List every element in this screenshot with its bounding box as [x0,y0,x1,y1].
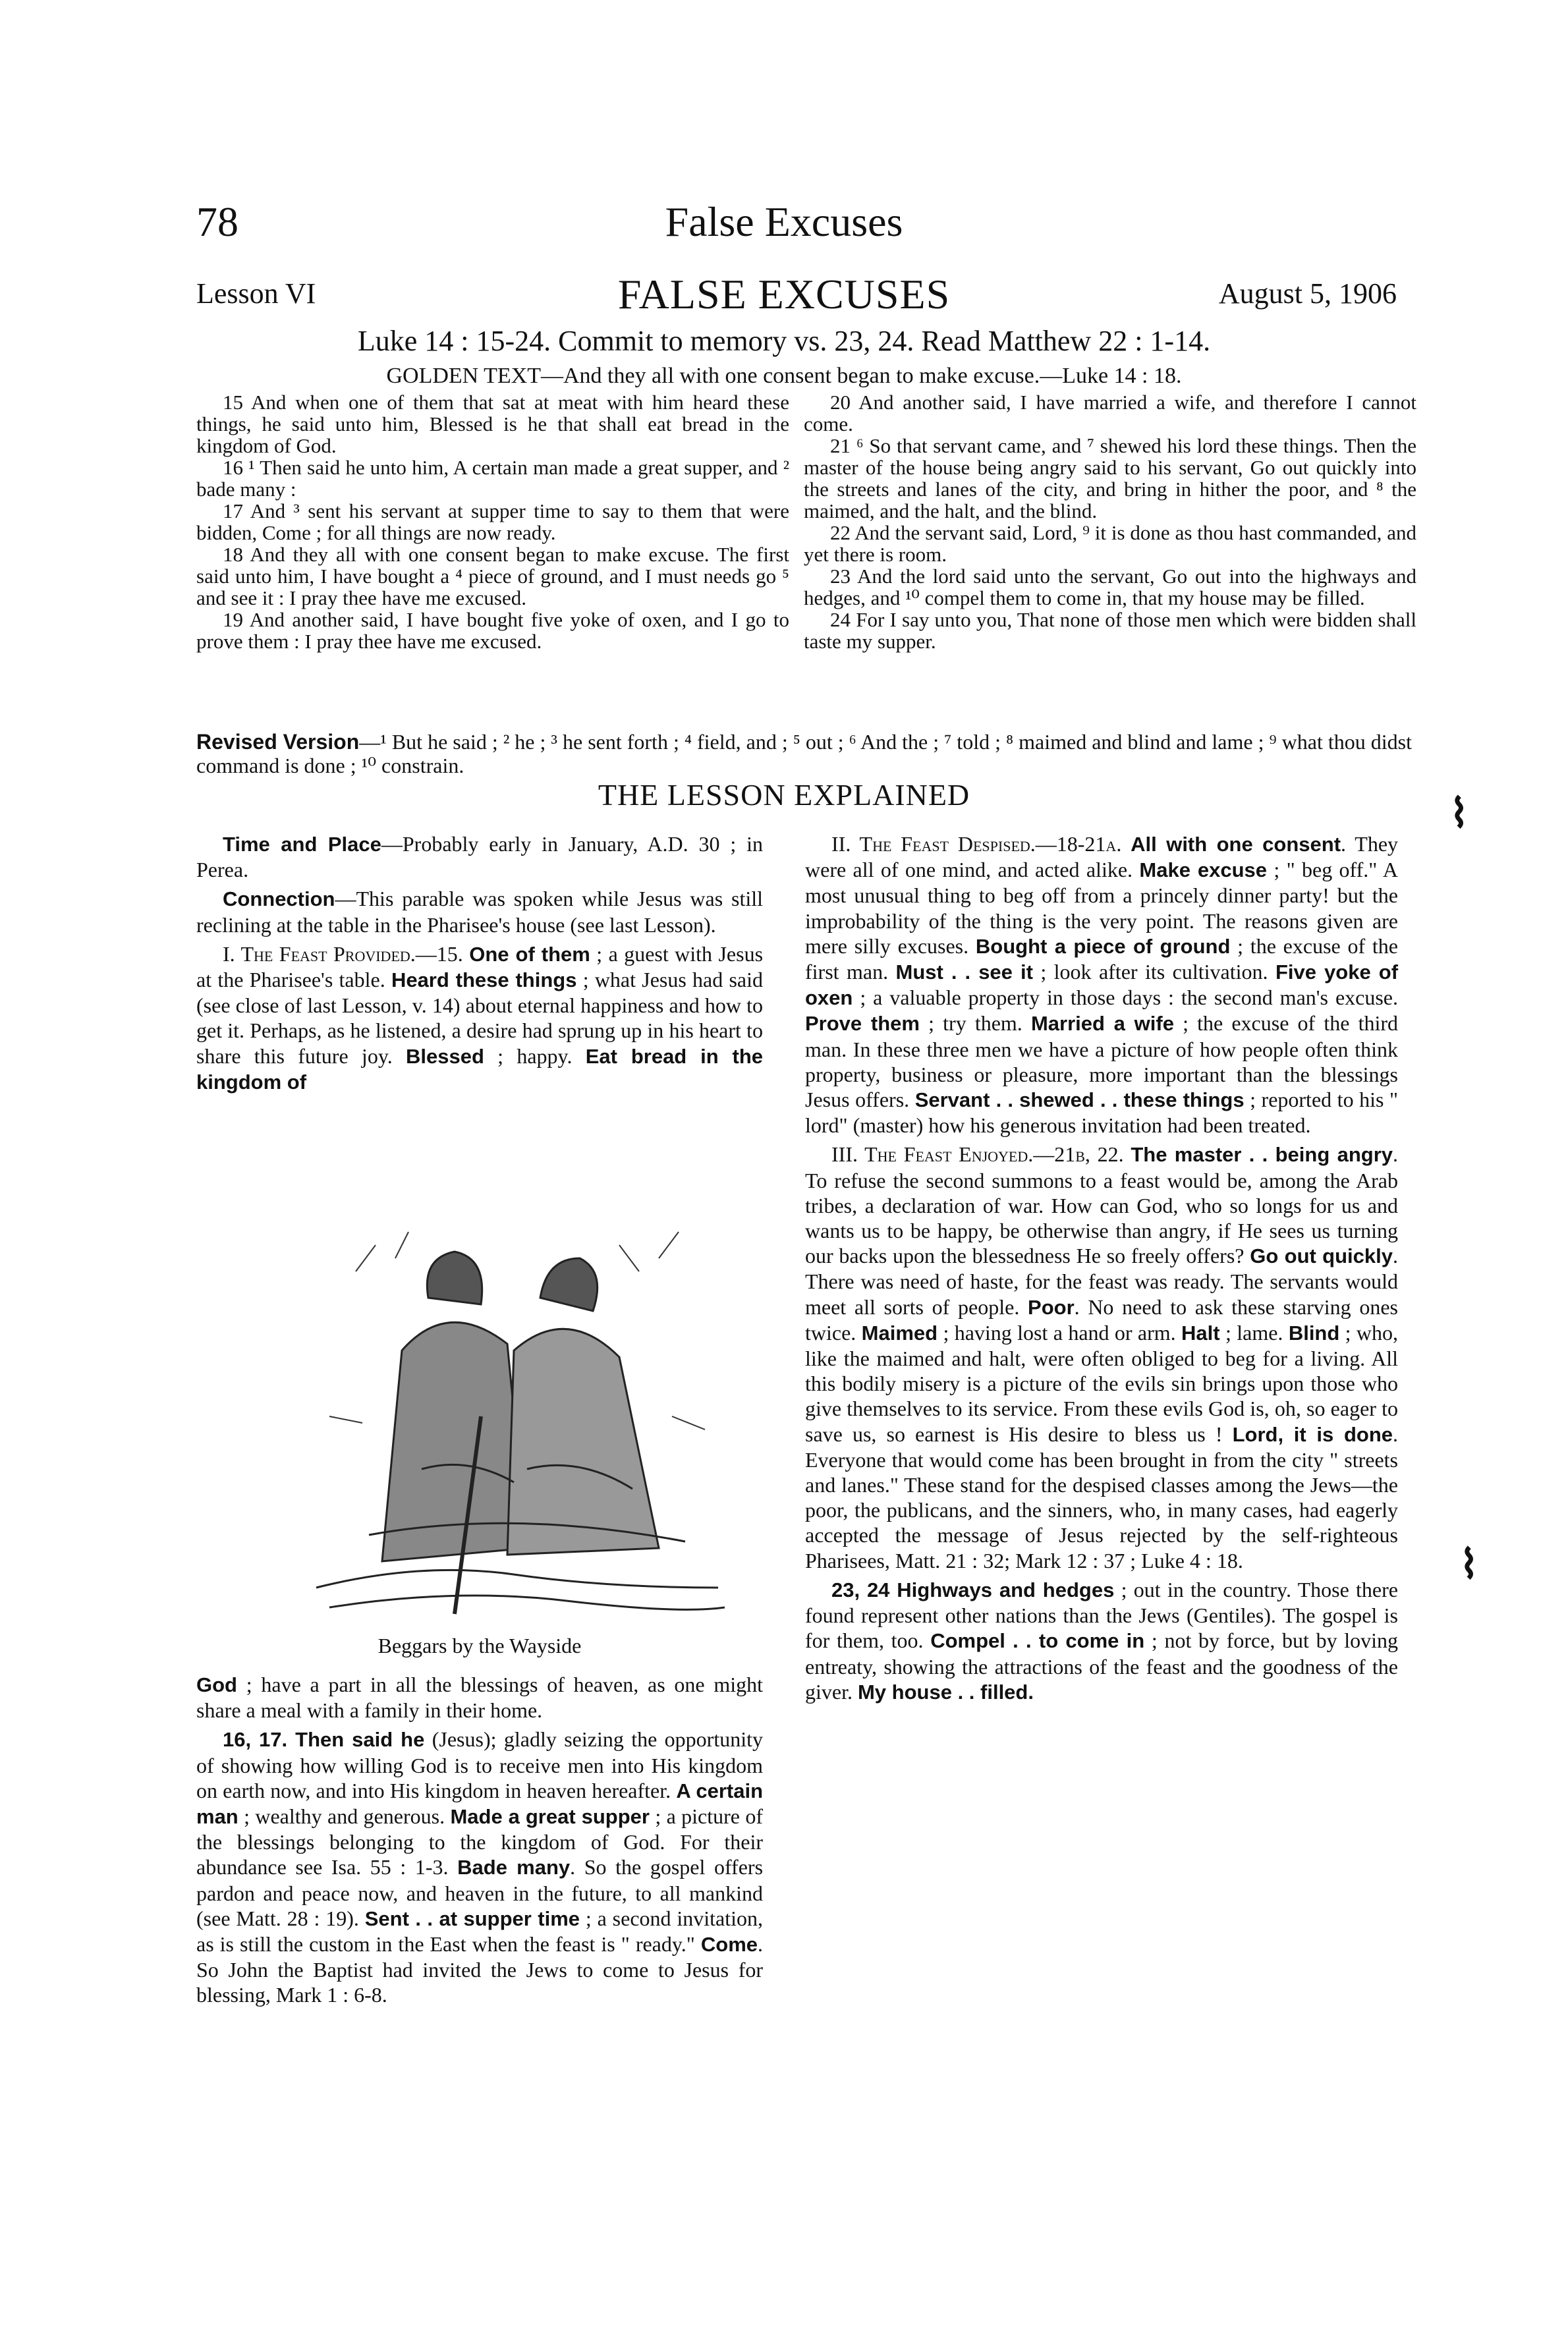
term: Bade many [457,1856,571,1879]
explanation: . So the gospel offers pardon and peace now, and heaven in the future, to all mankind (see Matt. 28 : 19). [196,1855,764,1930]
explanation: . So John the Baptist had invited the Jews to come to Jesus for blessing, Mark 1 : 6-8. [196,1932,764,2007]
explanation: . To refuse the second summons to a feast would be, among the Arab tribes, a declaration of war. How can God, who so longs for us and wants us to be happy, be otherwise than angry, if He sees us turning our backs upon the blessedness He so freely offers? [805,1142,1398,1268]
explanation: ; the excuse of the first man. [805,933,1398,984]
term: Married a wife [1030,1012,1174,1036]
margin-mark: ⌇ [1459,1543,1479,1586]
revised-text: —¹ But he said ; ² he ; ³ he sent forth ; ⁴ field, and ; ⁵ out ; ⁶ And the ; ⁷ told ; ⁸ maimed and blind and lame ; ⁹ what thou didst command is done ; ¹⁰ constrain. [196,730,1412,777]
term: Five yoke of oxen [805,960,1399,1010]
explanation: ; a guest with Jesus at the Pharisee's table. [196,941,764,992]
explanation: . There was need of haste, for the feast was ready. The servants would meet all sorts of people. [805,1244,1399,1319]
section-heading: I. The Feast Provided.—15. [223,941,463,966]
explanation: ; a picture of the blessings belonging to the kingdom of God. For their abundance see Isa. 55 : 1-3. [196,1804,763,1879]
term: Maimed [861,1321,938,1345]
term: Come [700,1933,758,1957]
explanation: (Jesus); gladly seizing the opportunity of showing how willing God is to receive men into His kingdom on earth now, and into His kingdom in heaven hereafter. [196,1727,763,1802]
lesson-label: Lesson VI [196,277,316,310]
explanation: ; who, like the maimed and halt, were often obliged to beg for a living. All this bodily misery is a picture of the evils sin brings upon those who give themselves to its service. From these evils God is, oh, so eager to save us, so earnest is His desire to bless us ! [805,1320,1399,1446]
explanation: ; having lost a hand or arm. [938,1320,1176,1345]
verse: 23 And the lord said unto the servant, Go out into the highways and hedges, and ¹⁰ compel them to come in, that my house may be filled. [804,565,1416,609]
term: Blind [1288,1321,1340,1345]
term: 16, 17. Then said he [223,1728,425,1752]
term: Blessed [406,1044,484,1068]
explanation: . Everyone that would come has been brought in from the city " streets and lanes." These stand for the despised classes among the Jews—the poor, the publicans, and the sinners, who, in many cases, had eagerly accepted the message of Jesus rejected by the self-righteous Pharisees, Matt. 21 : 32; Mark 12 : 37 ; Luke 4 : 18. [805,1422,1399,1572]
golden-text: GOLDEN TEXT—And they all with one consent began to make excuse.—Luke 14 : 18. [386,364,1182,388]
explanation: ; what Jesus had said (see close of last Lesson, v. 14) about eternal happiness and how to get it. Perhaps, as he listened, a desire had sprung up in his heart to share this future joy. [196,968,764,1068]
verse: 20 And another said, I have married a wife, and therefore I cannot come. [804,391,1416,435]
term: All with one consent [1131,833,1341,856]
term: Must . . see it [895,960,1033,984]
running-head: False Excuses [665,198,903,245]
page-number: 78 [196,198,238,245]
time-place-text: —Probably early in January, A.D. 30 ; in Perea. [196,832,763,882]
term: Heard these things [391,968,577,992]
commentary-left-bottom [196,1672,763,2012]
term: Prove them [805,1012,920,1036]
term: Made a great supper [450,1805,650,1829]
revised-label: Revised Version [196,730,360,754]
explanation: ; look after its cultivation. [1032,960,1268,984]
term: The master . . being angry [1131,1143,1393,1167]
commentary-right [805,831,1398,1709]
verses-left-column [196,391,789,652]
explanation: . No need to ask these starving ones twice. [805,1294,1399,1345]
section-heading: III. The Feast Enjoyed.—21b, 22. [831,1142,1124,1167]
explanation: ; have a part in all the blessings of heaven, as one might share a meal with a family in their home. [196,1673,763,1723]
explanation: ; a second invitation, as is still the custom in the East when the feast is " ready." [196,1906,764,1957]
section-heading: II. The Feast Despised.—18-21a. [831,832,1122,856]
term: Halt [1181,1321,1220,1345]
verse: 18 And they all with one consent began to make excuse. The first said unto him, I have bought a ⁴ piece of ground, and I must needs go ⁵ and see it : I pray thee have me excused. [196,543,789,609]
illustration-caption: Beggars by the Wayside [378,1634,582,1657]
scripture-reference: Luke 14 : 15-24. Commit to memory vs. 23, 24. Read Matthew 22 : 1-14. [357,325,1211,357]
revised-version-note [196,730,1422,777]
margin-mark: ⌇ [1449,792,1469,835]
explanation: ; the excuse of the third man. In these three men we have a picture of how people often think property, business or pleasure, more important than the blessings Jesus offers. [805,1011,1399,1112]
term: Lord, it is done [1232,1422,1393,1446]
connection-text: —This parable was spoken while Jesus was still reclining at the table in the Pharisee's house (see last Lesson). [196,887,763,937]
verse: 21 ⁶ So that servant came, and ⁷ shewed his lord these things. Then the master of the house being angry said to his servant, Go out quickly into the streets and lanes of the city, and bring in hither the poor, and ⁸ the maimed, and the halt, and the blind. [804,434,1416,522]
verse: 17 And ³ sent his servant at supper time to say to them that were bidden, Come ; for all things are now ready. [196,499,789,544]
explanation: . They were all of one mind, and acted alike. [805,832,1399,882]
term: One of them [469,942,590,966]
explanation: ; reported to his " lord" (master) how his generous invitation had been treated. [805,1088,1399,1138]
term: God [196,1673,237,1696]
term: Make excuse [1139,858,1268,882]
explanation: ; try them. [919,1011,1022,1036]
term: Sent . . at supper time [364,1906,580,1930]
verse: 19 And another said, I have bought five yoke of oxen, and I go to prove them : I pray thee have me excused. [196,608,789,653]
connection-label: Connection [223,887,335,911]
explanation: ; lame. [1219,1320,1283,1345]
verse: 15 And when one of them that sat at meat with him heard these things, he said unto him, Blessed is he that shall eat bread in the kingdom of God. [196,391,789,457]
time-place-label: Time and Place [223,833,381,856]
commentary-left-top [196,831,763,1099]
term: A certain man [196,1779,764,1829]
term: Servant . . shewed . . these things [914,1088,1245,1112]
explanation: ; happy. [484,1043,573,1068]
term: Eat bread in the kingdom of [196,1044,764,1094]
explanation: ; a valuable property in those days : the second man's excuse. [853,986,1398,1010]
term: Go out quickly [1250,1244,1393,1268]
explanation: ; " beg off." A most unusual thing to beg off from a princely dinner party! but the improbability of the thing is the very point. The reasons given are mere silly excuses. [805,858,1399,958]
term: Poor [1028,1295,1075,1319]
section-title: THE LESSON EXPLAINED [598,778,970,812]
lesson-date: August 5, 1906 [1218,277,1397,310]
term: Bought a piece of ground [975,934,1231,958]
explanation: ; wealthy and generous. [238,1804,445,1829]
verses-right-column [804,391,1416,652]
explanation: ; out in the country. Those there found represent other nations than the Jews (Gentiles). The gospel is for them, too. [805,1577,1398,1653]
term: My house . . filled. [857,1680,1034,1704]
verse: 24 For I say unto you, That none of those men which were bidden shall taste my supper. [804,608,1416,653]
term: Compel . . to come in [930,1629,1145,1653]
beggars-illustration [290,1219,738,1627]
explanation: ; not by force, but by loving entreaty, showing the attractions of the feast and the goodness of the giver. [805,1628,1399,1704]
lesson-title: FALSE EXCUSES [617,271,951,318]
term: 23, 24 Highways and hedges [831,1578,1115,1601]
verse: 16 ¹ Then said he unto him, A certain man made a great supper, and ² bade many : [196,456,789,501]
verse: 22 And the servant said, Lord, ⁹ it is done as thou hast commanded, and yet there is room. [804,521,1416,566]
